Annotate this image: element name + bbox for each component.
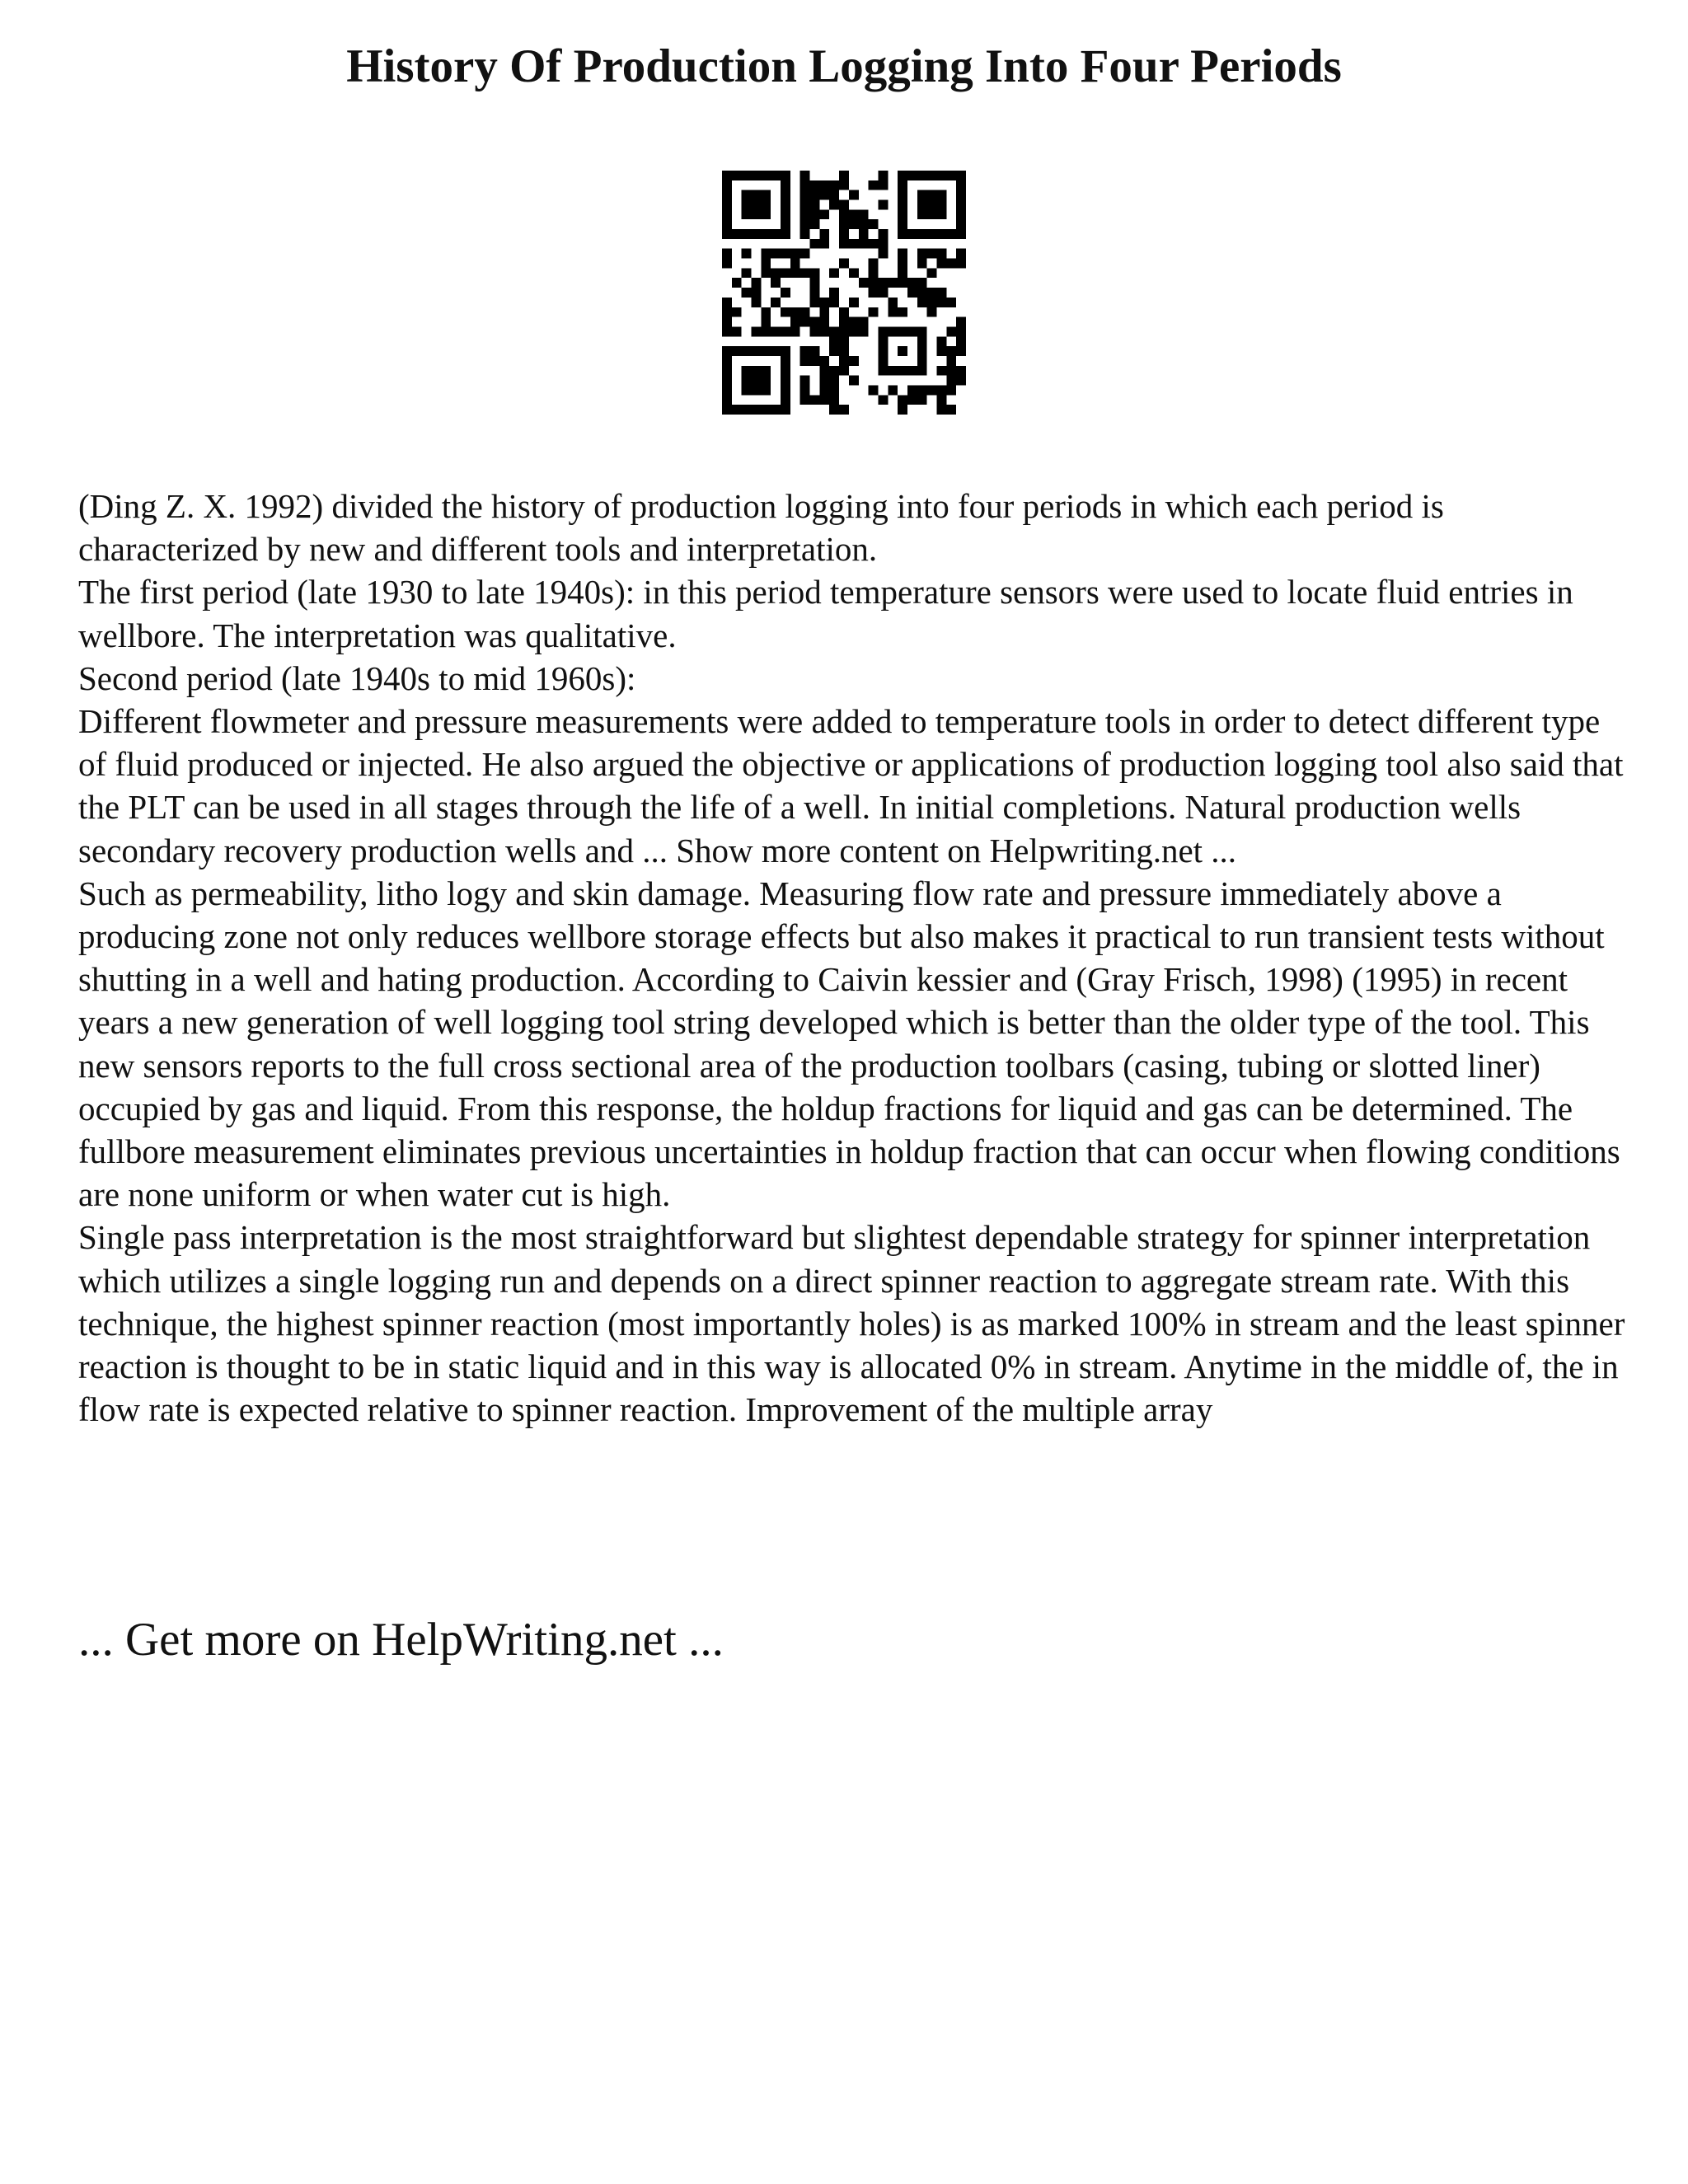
document-title: History Of Production Logging Into Four Periods <box>346 40 1342 92</box>
paragraph: (Ding Z. X. 1992) divided the history of production logging into four periods in which each period is characterized by new and different tools and interpretation. <box>78 487 1444 569</box>
article-body <box>78 485 1628 1431</box>
paragraph: Such as permeability, litho logy and skin damage. Measuring flow rate and pressure immediately above a producing zone not only reduces wellbore storage effects but also makes it practical to run transient tests without shutting in a well and hating production. According to Caivin kessier and (Gray Frisch, 1998) (1995) in recent years a new generation of well logging tool string developed which is better than the older type of the tool. This new sensors reports to the full cross sectional area of the production toolbars (casing, tubing or slotted liner) occupied by gas and liquid. From this response, the holdup fractions for liquid and gas can be determined. The fullbore measurement eliminates previous uncertainties in holdup fraction that can occur when flowing conditions are none uniform or when water cut is high. <box>78 874 1620 1214</box>
paragraph: Second period (late 1940s to mid 1960s): <box>78 658 636 697</box>
paragraph: Single pass interpretation is the most straightforward but slightest dependable strategy for spinner interpretation which utilizes a single logging run and depends on a direct spinner reaction to aggregate stream rate. With this technique, the highest spinner reaction (most importantly holes) is as marked 100% in stream and the least spinner reaction is thought to be in static liquid and in this way is allocated 0% in stream. Anytime in the middle of, the in flow rate is expected relative to spinner reaction. Improvement of the multiple array <box>78 1218 1625 1429</box>
paragraph: Different flowmeter and pressure measurements were added to temperature tools in order to detect different type of fluid produced or injected. He also argued the objective or applications of production logging tool also said that the PLT can be used in all stages through the life of a well. In initial completions. Natural production wells secondary recovery production wells and ... Show more content on Helpwriting.net ... <box>78 702 1624 869</box>
qr-code-icon[interactable] <box>722 171 966 415</box>
get-more-link[interactable]: ... Get more on HelpWriting.net ... <box>78 1614 724 1666</box>
paragraph: The first period (late 1930 to late 1940s): in this period temperature sensors were used to locate fluid entries in wellbore. The interpretation was qualitative. <box>78 573 1573 654</box>
